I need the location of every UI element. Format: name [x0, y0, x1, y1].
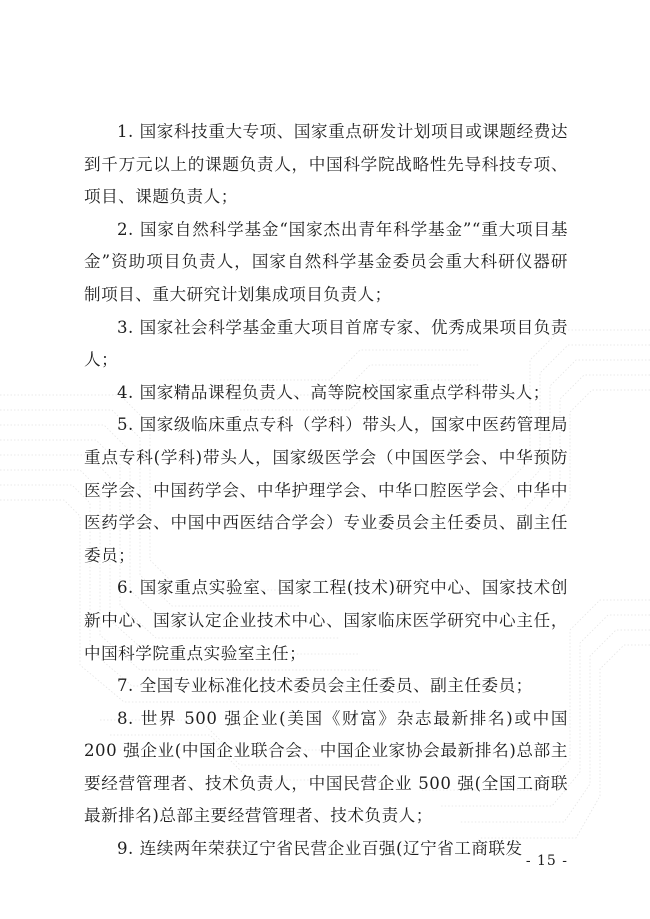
paragraph-item-6: 6. 国家重点实验室、国家工程(技术)研究中心、国家技术创新中心、国家认定企业技术中心、国家临床医学研究中心主任，中国科学院重点实验室主任；	[84, 578, 568, 663]
paragraph-item-7: 7. 全国专业标准化技术委员会主任委员、副主任委员；	[117, 676, 533, 696]
paragraph-item-4: 4. 国家精品课程负责人、高等院校国家重点学科带头人；	[117, 382, 550, 402]
page-number: - 15 -	[525, 853, 568, 869]
paragraph-item-3: 3. 国家社会科学基金重大项目首席专家、优秀成果项目负责人；	[84, 317, 568, 370]
paragraph-item-8: 8. 世界 500 强企业(美国《财富》杂志最新排名)或中国 200 强企业(中国企业联合会、中国企业家协会最新排名)总部主要经营管理者、技术负责人，中国民营企业 500 强(全国工商联最新排名)总部主要经营管理者、技术负责人；	[84, 708, 568, 826]
paragraph-item-1: 1. 国家科技重大专项、国家重点研发计划项目或课题经费达到千万元以上的课题负责人，中国科学院战略性先导科技专项、项目、课题负责人；	[84, 122, 568, 207]
paragraph-item-5: 5. 国家级临床重点专科（学科）带头人，国家中医药管理局重点专科(学科)带头人，国家级医学会（中国医学会、中华预防医学会、中国药学会、中华护理学会、中华口腔医学会、中华中医药学会、中国中西医结合学会）专业委员会主任委员、副主任委员；	[84, 415, 568, 565]
paragraph-item-2: 2. 国家自然科学基金“国家杰出青年科学基金”“重大项目基金”资助项目负责人，国家自然科学基金委员会重大科研仪器研制项目、重大研究计划集成项目负责人；	[84, 219, 568, 304]
document-body	[84, 116, 568, 866]
paragraph-item-9: 9. 连续两年荣获辽宁省民营企业百强(辽宁省工商联发	[117, 839, 523, 859]
